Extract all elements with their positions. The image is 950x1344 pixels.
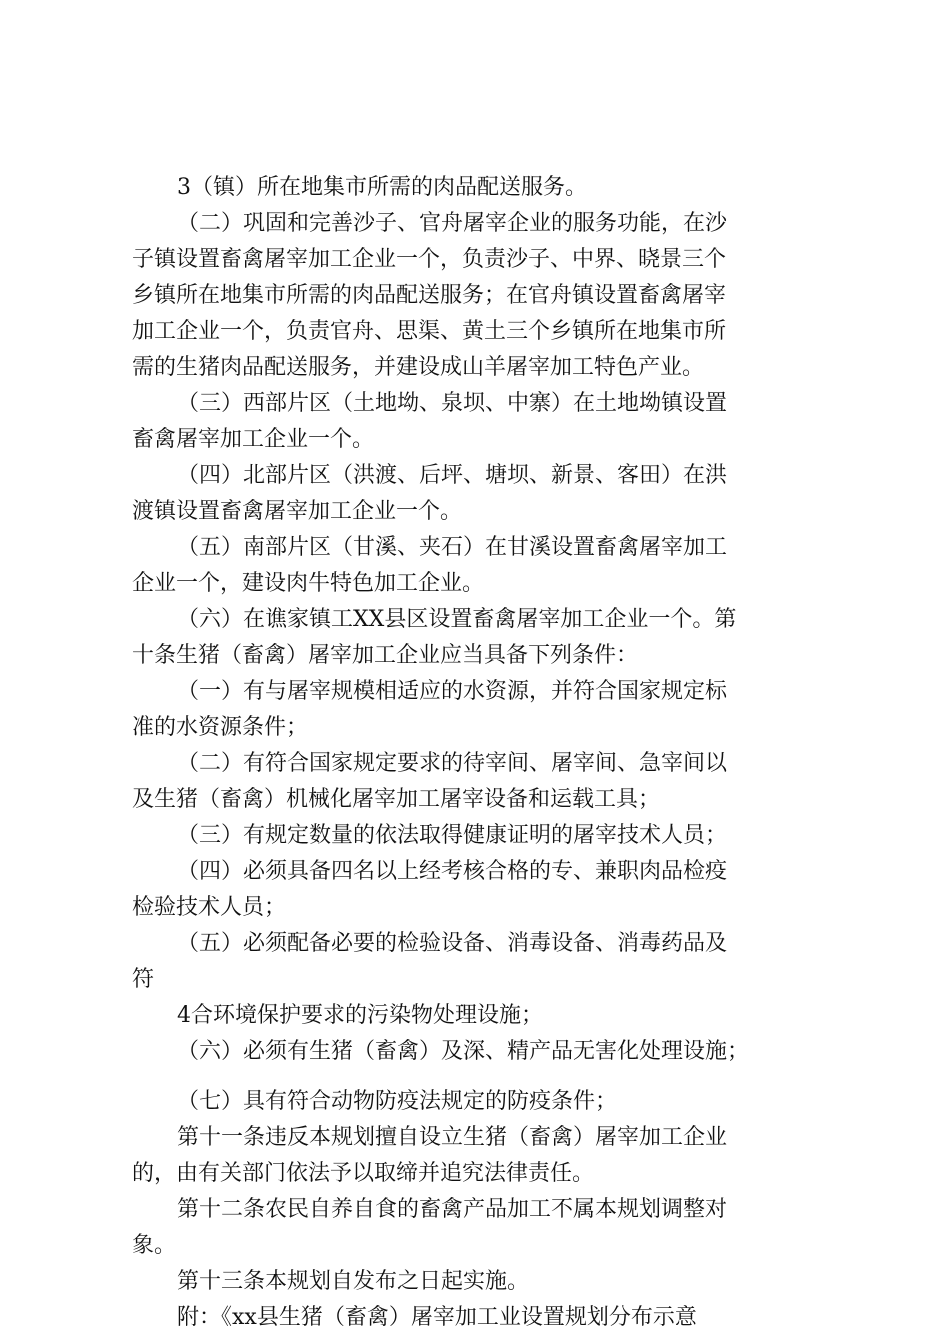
text-line: 4合环境保护要求的污染物处理设施； xyxy=(177,1003,543,1028)
text-line: （四）北部片区（洪渡、后坪、塘坝、新景、客田）在洪 xyxy=(177,463,728,488)
text-line: 第十三条本规划自发布之日起实施。 xyxy=(177,1269,530,1294)
text-line: （三）有规定数量的依法取得健康证明的屠宰技术人员； xyxy=(177,823,728,848)
text-line: 畜禽屠宰加工企业一个。 xyxy=(132,427,375,452)
text-line: 企业一个，建设肉牛特色加工企业。 xyxy=(132,571,485,596)
text-line: 第十二条农民自养自食的畜禽产品加工不属本规划调整对 xyxy=(177,1197,728,1222)
text-line: （五）必须配备必要的检验设备、消毒设备、消毒药品及 xyxy=(177,931,728,956)
text-line: 十条生猪（畜禽）屠宰加工企业应当具备下列条件： xyxy=(132,643,639,668)
text-line: （二）巩固和完善沙子、官舟屠宰企业的服务功能，在沙 xyxy=(177,211,728,236)
text-line: （六）必须有生猪（畜禽）及深、精产品无害化处理设施； xyxy=(177,1039,750,1064)
text-line: 附：《xx县生猪（畜禽）屠宰加工业设置规划分布示意 xyxy=(177,1305,697,1330)
text-line: （四）必须具备四名以上经考核合格的专、兼职肉品检疫 xyxy=(177,859,728,884)
text-line: （六）在谯家镇工XX县区设置畜禽屠宰加工企业一个。第 xyxy=(177,607,737,632)
text-line: （三）西部片区（土地坳、泉坝、中寨）在土地坳镇设置 xyxy=(177,391,728,416)
text-line: 准的水资源条件； xyxy=(132,715,309,740)
text-line: 需的生猪肉品配送服务，并建设成山羊屠宰加工特色产业。 xyxy=(132,355,705,380)
text-line: 乡镇所在地集市所需的肉品配送服务；在官舟镇设置畜禽屠宰 xyxy=(132,283,727,308)
text-line: 3（镇）所在地集市所需的肉品配送服务。 xyxy=(177,175,587,200)
text-line: 渡镇设置畜禽屠宰加工企业一个。 xyxy=(132,499,463,524)
text-line: 的，由有关部门依法予以取缔并追究法律责任。 xyxy=(132,1161,595,1186)
text-line: 子镇设置畜禽屠宰加工企业一个，负责沙子、中界、晓景三个 xyxy=(132,247,727,272)
text-line: （七）具有符合动物防疫法规定的防疫条件； xyxy=(177,1089,618,1114)
text-line: （五）南部片区（甘溪、夹石）在甘溪设置畜禽屠宰加工 xyxy=(177,535,728,560)
text-line: 第十一条违反本规划擅自设立生猪（畜禽）屠宰加工企业 xyxy=(177,1125,728,1150)
text-line: 及生猪（畜禽）机械化屠宰加工屠宰设备和运载工具； xyxy=(132,787,661,812)
text-line: 加工企业一个，负责官舟、思渠、黄土三个乡镇所在地集市所 xyxy=(132,319,727,344)
text-line: （一）有与屠宰规模相适应的水资源，并符合国家规定标 xyxy=(177,679,728,704)
text-line: （二）有符合国家规定要求的待宰间、屠宰间、急宰间以 xyxy=(177,751,728,776)
text-line: 符 xyxy=(132,967,155,992)
text-line: 象。 xyxy=(132,1233,177,1258)
text-line: 检验技术人员； xyxy=(132,895,287,920)
